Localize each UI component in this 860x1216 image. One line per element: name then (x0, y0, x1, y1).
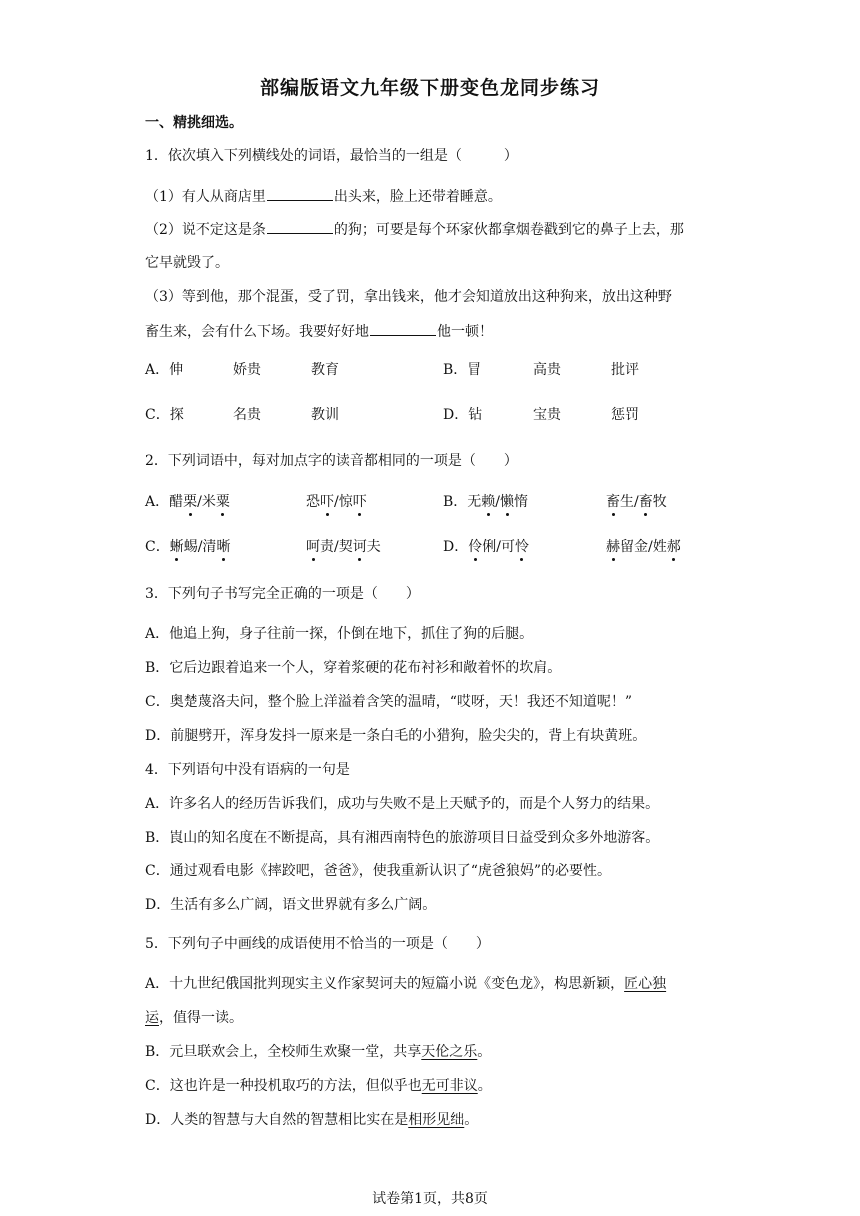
char: 俐/可 (482, 539, 515, 555)
q1-sentence-3-line2 (145, 321, 493, 342)
q1-s2-pre: （2）说不定这是条 (145, 222, 266, 238)
q1-stem: 1．依次填入下列横线处的词语，最恰当的一组是（ ） (145, 148, 518, 164)
q1-s1-post: 出头来，脸上还带着睡意。 (333, 189, 502, 205)
q5-option-a-cont (145, 1008, 243, 1028)
q5-b-text: 。 (477, 1044, 492, 1060)
q1-option-d-word2: 宝贵 (533, 407, 561, 423)
q1-option-c-word2: 名贵 (233, 407, 261, 423)
q1-option-a-label: A．伸 (145, 362, 184, 378)
q5-a-text: ，值得一读。 (159, 1010, 243, 1026)
q2-option-b-pair2 (606, 492, 667, 512)
q5-option-d (145, 1110, 478, 1130)
option-label: C． (145, 539, 170, 555)
q1-option-c-word3: 教训 (311, 407, 339, 423)
option-label: D． (443, 539, 469, 555)
q2-option-a (145, 492, 230, 512)
dotted-char: 怜 (514, 539, 529, 555)
q1-option-a-word3: 教育 (311, 362, 339, 378)
dotted-char: 赫 (606, 539, 620, 555)
char: 生/ (620, 494, 639, 510)
underlined-idiom: 匠心独 (624, 976, 667, 992)
fill-blank (267, 219, 333, 234)
section-heading: 一、精挑细选。 (145, 115, 243, 131)
char: 恐 (306, 494, 320, 510)
q4-option-b: B．崀山的知名度在不断提高，具有湘西南特色的旅游项目日益受到众多外地游客。 (145, 830, 660, 846)
q5-stem: 5．下列句子中画线的成语使用不恰当的一项是（ ） (145, 936, 490, 952)
dotted-char: 赖 (481, 494, 496, 510)
char: / (495, 494, 501, 510)
char: /惊 (334, 494, 353, 510)
q5-a-text: A．十九世纪俄国批判现实主义作家契诃夫的短篇小说《变色龙》，构思新颖， (145, 976, 625, 992)
dotted-char: 吓 (352, 494, 367, 510)
q4-option-a: A．许多名人的经历告诉我们，成功与失败不是上天赋予的，而是个人努力的结果。 (145, 796, 660, 812)
q1-s3-post: 他一顿！ (437, 324, 493, 340)
dotted-char: 畜 (638, 494, 653, 510)
q5-option-b (145, 1042, 491, 1062)
dotted-char: 蜥 (169, 539, 184, 555)
q1-sentence-1 (145, 186, 502, 207)
q1-s3-pre: 畜生来，会有什么下场。我要好好地 (145, 324, 369, 340)
q1-s2-post: 的狗；可要是每个环家伙都拿烟卷戳到它的鼻子上去，那 (333, 222, 684, 238)
q5-option-c (145, 1076, 492, 1096)
q2-option-d-pair2 (606, 537, 681, 557)
option-label: B． (443, 494, 468, 510)
q4-stem: 4．下列语句中没有语病的一句是 (145, 762, 350, 778)
page-title: 部编版语文九年级下册变色龙同步练习 (259, 77, 600, 99)
q5-d-text: D．人类的智慧与大自然的智慧相比实在是 (145, 1112, 409, 1128)
q1-option-b-word3: 批评 (611, 362, 639, 378)
q1-sentence-2 (145, 219, 684, 240)
char: 夫 (366, 539, 381, 555)
q1-sentence-2-cont: 它早就毁了。 (145, 255, 229, 271)
q2-option-b (443, 492, 528, 512)
q5-d-text: 。 (464, 1112, 479, 1128)
char: 醋 (169, 494, 184, 510)
underlined-idiom: 相形见绌 (408, 1112, 465, 1128)
char: 惰 (514, 494, 529, 510)
q3-option-b: B．它后边跟着追来一个人，穿着浆硬的花布衬衫和敞着怀的坎肩。 (145, 660, 562, 676)
underlined-idiom: 无可非议 (421, 1078, 478, 1094)
q2-option-c-pair2 (306, 537, 381, 557)
dotted-char: 诃 (352, 539, 367, 555)
dotted-char: 粟 (215, 494, 230, 510)
char: /米 (197, 494, 216, 510)
fill-blank (267, 186, 333, 201)
q1-option-b-label: B．冒 (443, 362, 482, 378)
q3-stem: 3．下列句子书写完全正确的一项是（ ） (145, 586, 420, 602)
q3-option-c: C．奥楚蔑洛夫问，整个脸上洋溢着含笑的温晴，“哎呀，天！我还不知道呢！” (145, 694, 633, 710)
q1-option-d-label: D．钻 (443, 407, 483, 423)
dotted-char: 伶 (468, 539, 483, 555)
underlined-idiom: 天伦之乐 (421, 1044, 478, 1060)
q4-option-c: C．通过观看电影《摔跤吧，爸爸》，使我重新认识了“虎爸狼妈”的必要性。 (145, 863, 612, 879)
dotted-char: 呵 (306, 539, 320, 555)
q3-option-a: A．他追上狗，身子往前一探，仆倒在地下，抓住了狗的后腿。 (145, 626, 534, 642)
q1-sentence-3-line1: （3）等到他，那个混蛋，受了罚，拿出钱来，他才会知道放出这种狗来，放出这种野 (145, 289, 672, 305)
q5-option-a (145, 974, 666, 994)
dotted-char: 晰 (216, 539, 231, 555)
dotted-char: 懒 (500, 494, 515, 510)
q2-option-d (443, 537, 529, 557)
option-label: A． (145, 494, 170, 510)
q1-option-a-word2: 娇贵 (233, 362, 261, 378)
q1-option-d-word3: 惩罚 (611, 407, 639, 423)
q3-option-d: D．前腿劈开，浑身发抖一原来是一条白毛的小猎狗，脸尖尖的，背上有块黄班。 (145, 728, 647, 744)
q4-option-d: D．生活有多么广阔，语文世界就有多么广阔。 (145, 897, 437, 913)
char: 牧 (652, 494, 667, 510)
q1-option-c-label: C．探 (145, 407, 184, 423)
page-footer: 试卷第1页，共8页 (372, 1191, 488, 1207)
q2-stem: 2．下列词语中，每对加点字的读音都相同的一项是（ ） (145, 453, 518, 469)
q1-option-b-word2: 高贵 (533, 362, 561, 378)
q5-b-text: B．元旦联欢会上，全校师生欢聚一堂，共享 (145, 1044, 422, 1060)
dotted-char: 栗 (183, 494, 198, 510)
q5-c-text: 。 (477, 1078, 492, 1094)
fill-blank (370, 321, 436, 336)
char: 无 (467, 494, 482, 510)
q2-option-c (145, 537, 230, 557)
dotted-char: 郝 (666, 539, 681, 555)
char: 留金/姓 (620, 539, 667, 555)
q5-c-text: C．这也许是一种投机取巧的方法，但似乎也 (145, 1078, 422, 1094)
dotted-char: 畜 (606, 494, 620, 510)
underlined-idiom: 运 (145, 1010, 159, 1026)
dotted-char: 吓 (320, 494, 334, 510)
char: 责/契 (320, 539, 353, 555)
q2-option-a-pair2 (306, 492, 367, 512)
q1-s1-pre: （1）有人从商店里 (145, 189, 266, 205)
char: 蜴/清 (183, 539, 217, 555)
